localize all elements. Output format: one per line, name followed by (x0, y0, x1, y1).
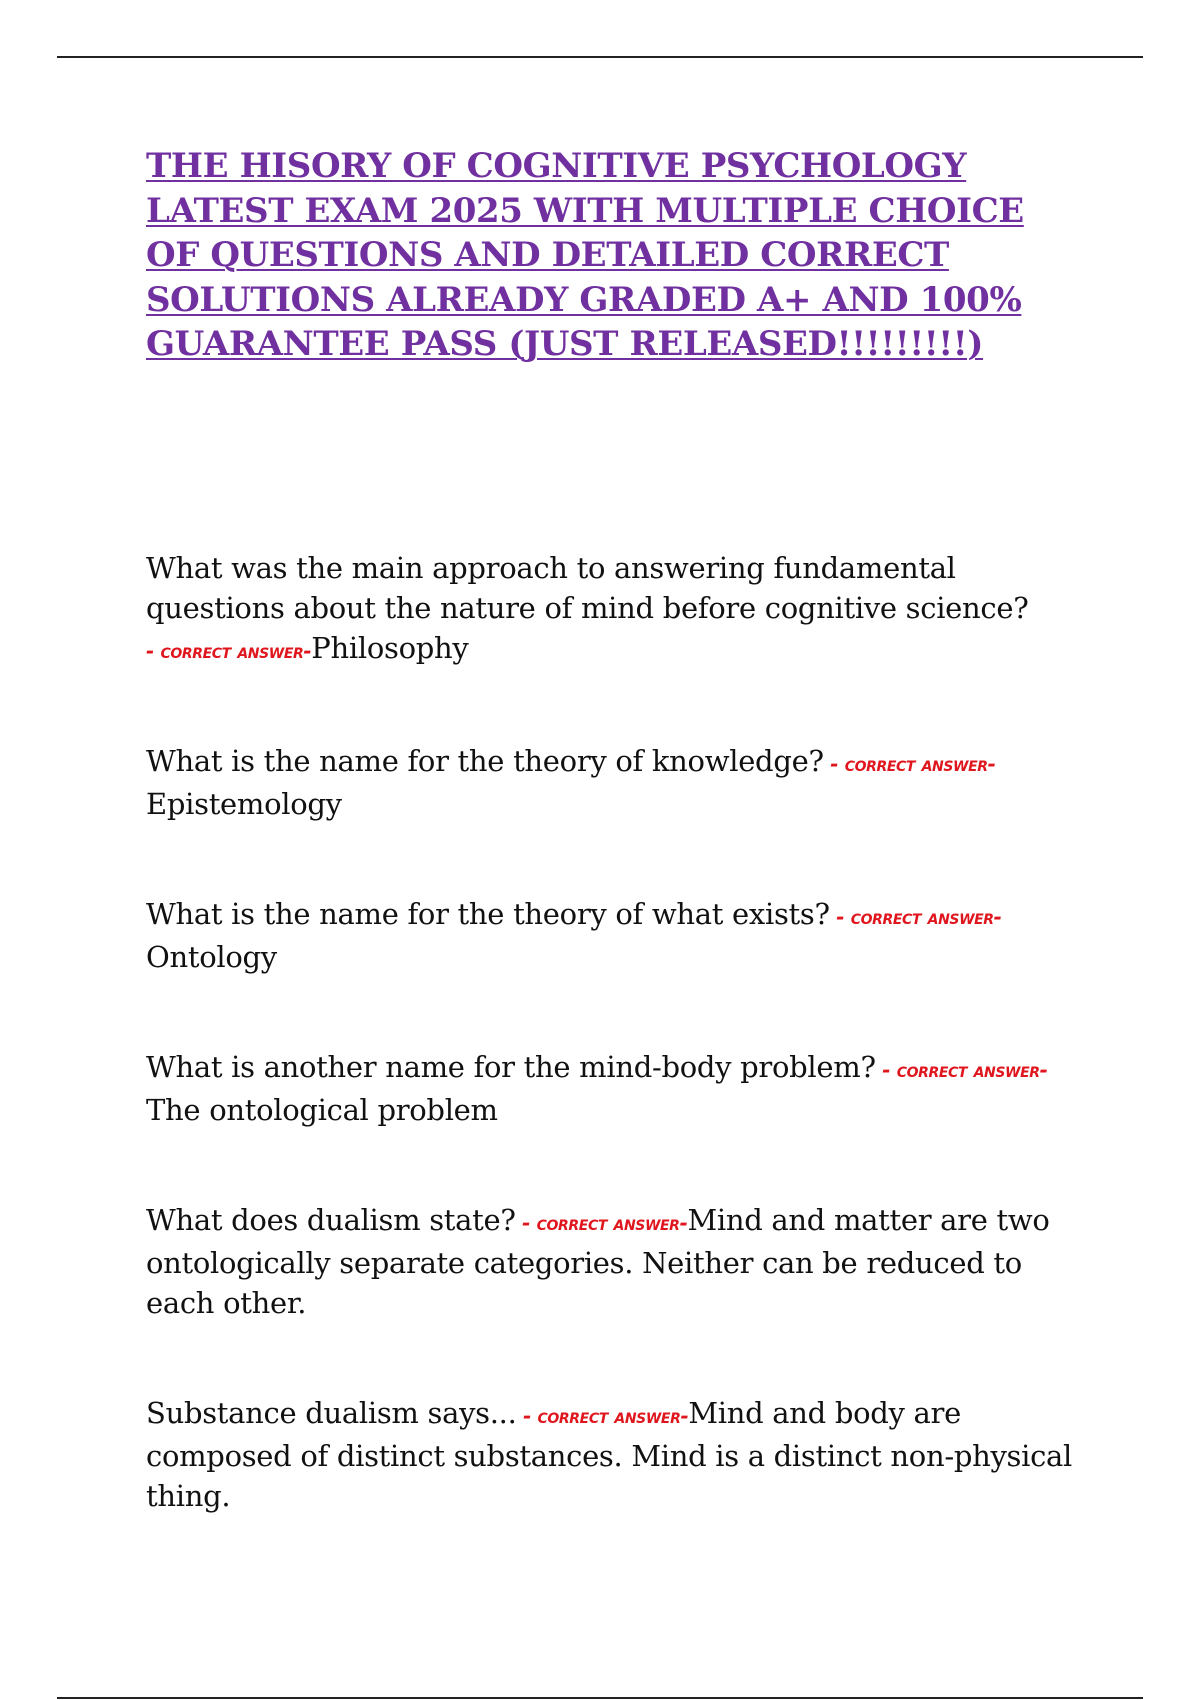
answer-text: Mind and body are composed of distinct substances. Mind is a distinct non-physical thing. (146, 1396, 1073, 1513)
correct-answer-marker: - correct answer- (875, 1058, 1048, 1082)
correct-answer-marker: - correct answer- (829, 905, 1002, 929)
correct-answer-marker: - correct answer- (516, 1404, 689, 1428)
question-text: What was the main approach to answering fundamental questions about the nature of mind before cognitive science? (146, 551, 1029, 625)
qa-item-5 (146, 1200, 1076, 1323)
correct-answer-marker: - correct answer- (515, 1211, 688, 1235)
answer-text: Epistemology (146, 787, 342, 821)
correct-answer-marker: - correct answer- (146, 639, 312, 663)
question-text: What is the name for the theory of what exists? (146, 897, 830, 931)
footer-rule (57, 1697, 1143, 1699)
question-text: What is another name for the mind-body problem? (146, 1050, 876, 1084)
question-text: What is the name for the theory of knowledge? (146, 744, 824, 778)
qa-item-3 (146, 894, 1076, 977)
qa-item-2 (146, 741, 1076, 824)
question-text: Substance dualism says... (146, 1396, 517, 1430)
answer-text: Ontology (146, 940, 277, 974)
answer-text: Mind and matter are two ontologically separate categories. Neither can be reduced to each other. (146, 1203, 1050, 1320)
qa-item-6 (146, 1393, 1076, 1516)
qa-item-1 (146, 548, 1076, 671)
qa-list (146, 548, 1076, 1516)
correct-answer-marker: - correct answer- (823, 752, 996, 776)
header-rule (57, 56, 1143, 58)
answer-text: The ontological problem (146, 1093, 498, 1127)
answer-text: Philosophy (311, 631, 469, 665)
question-text: What does dualism state? (146, 1203, 516, 1237)
qa-item-4 (146, 1047, 1076, 1130)
document-title: THE HISORY OF COGNITIVE PSYCHOLOGY LATEST EXAM 2025 WITH MULTIPLE CHOICE OF QUESTIONS AND DETAILED CORRECT SOLUTIONS ALREADY GRADED A+ AND 100% GUARANTEE PASS (JUST RELEASED!!!!!!!!!) (146, 146, 1024, 364)
